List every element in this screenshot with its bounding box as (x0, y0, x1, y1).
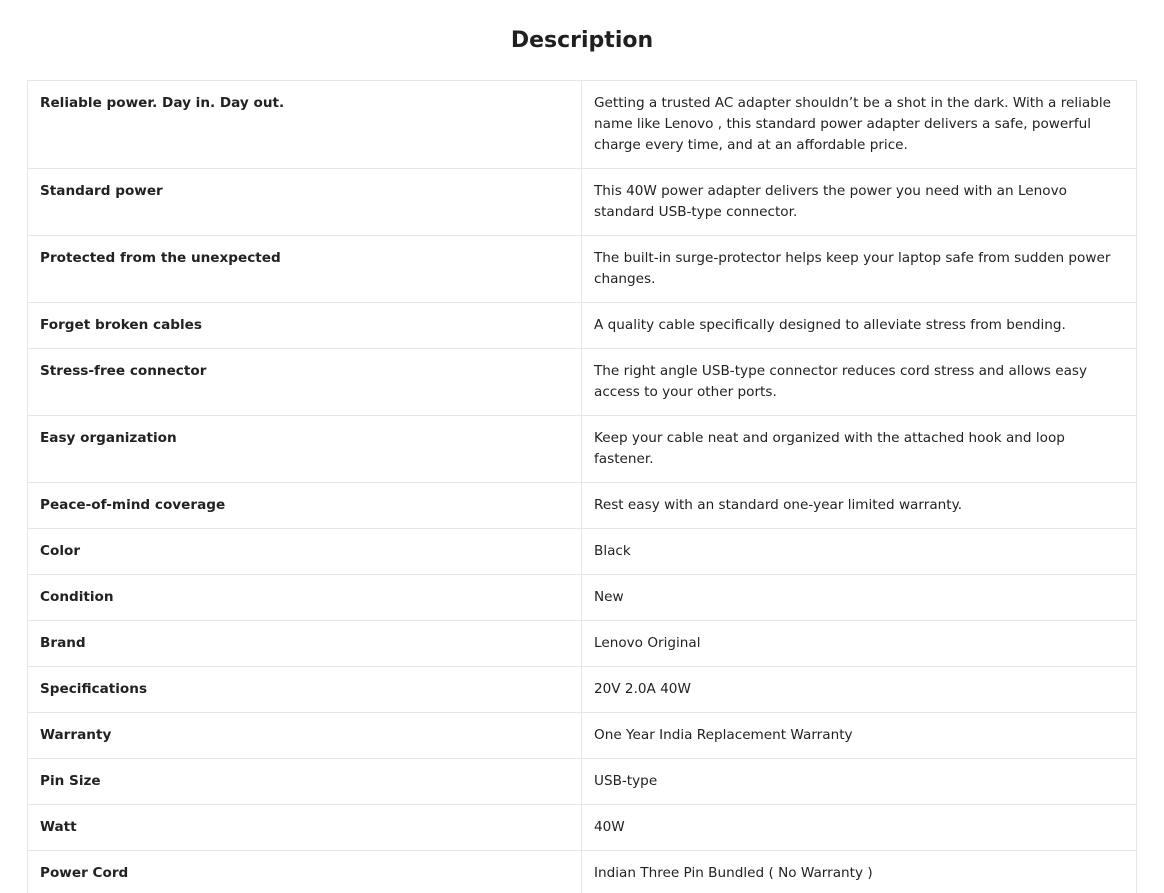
row-key: Pin Size (28, 759, 582, 805)
table-row (28, 529, 1137, 575)
table-row (28, 851, 1137, 893)
table-row (28, 81, 1137, 169)
row-key: Condition (28, 575, 582, 621)
row-key: Stress-free connector (28, 349, 582, 416)
row-value: One Year India Replacement Warranty (582, 713, 1137, 759)
row-value: Getting a trusted AC adapter shouldn’t be a shot in the dark. With a reliable name like Lenovo , this standard power adapter delivers a safe, powerful charge every time, and at an affordable price. (582, 81, 1137, 169)
row-value: Lenovo Original (582, 621, 1137, 667)
table-row (28, 483, 1137, 529)
table-row (28, 349, 1137, 416)
row-key: Peace-of-mind coverage (28, 483, 582, 529)
row-value: Black (582, 529, 1137, 575)
table-row (28, 303, 1137, 349)
row-key: Forget broken cables (28, 303, 582, 349)
section-title: Description (510, 28, 654, 53)
row-value: 20V 2.0A 40W (582, 667, 1137, 713)
row-value: New (582, 575, 1137, 621)
table-row (28, 667, 1137, 713)
row-key: Brand (28, 621, 582, 667)
table-row (28, 713, 1137, 759)
row-key: Protected from the unexpected (28, 236, 582, 303)
description-table-body (28, 81, 1137, 893)
row-value: The built-in surge-protector helps keep your laptop safe from sudden power changes. (582, 236, 1137, 303)
table-row (28, 805, 1137, 851)
row-key: Watt (28, 805, 582, 851)
row-value: Rest easy with an standard one-year limited warranty. (582, 483, 1137, 529)
row-key: Reliable power. Day in. Day out. (28, 81, 582, 169)
row-value: This 40W power adapter delivers the power you need with an Lenovo standard USB-type connector. (582, 169, 1137, 236)
table-row (28, 575, 1137, 621)
row-key: Power Cord (28, 851, 582, 893)
row-value: A quality cable specifically designed to alleviate stress from bending. (582, 303, 1137, 349)
row-value: The right angle USB-type connector reduces cord stress and allows easy access to your other ports. (582, 349, 1137, 416)
table-row (28, 621, 1137, 667)
table-row (28, 416, 1137, 483)
row-key: Easy organization (28, 416, 582, 483)
row-value: Keep your cable neat and organized with the attached hook and loop fastener. (582, 416, 1137, 483)
row-key: Warranty (28, 713, 582, 759)
description-table (27, 80, 1137, 893)
row-key: Specifications (28, 667, 582, 713)
row-key: Standard power (28, 169, 582, 236)
row-value: USB-type (582, 759, 1137, 805)
row-key: Color (28, 529, 582, 575)
table-row (28, 759, 1137, 805)
table-row (28, 169, 1137, 236)
table-row (28, 236, 1137, 303)
row-value: 40W (582, 805, 1137, 851)
row-value: Indian Three Pin Bundled ( No Warranty ) (582, 851, 1137, 893)
